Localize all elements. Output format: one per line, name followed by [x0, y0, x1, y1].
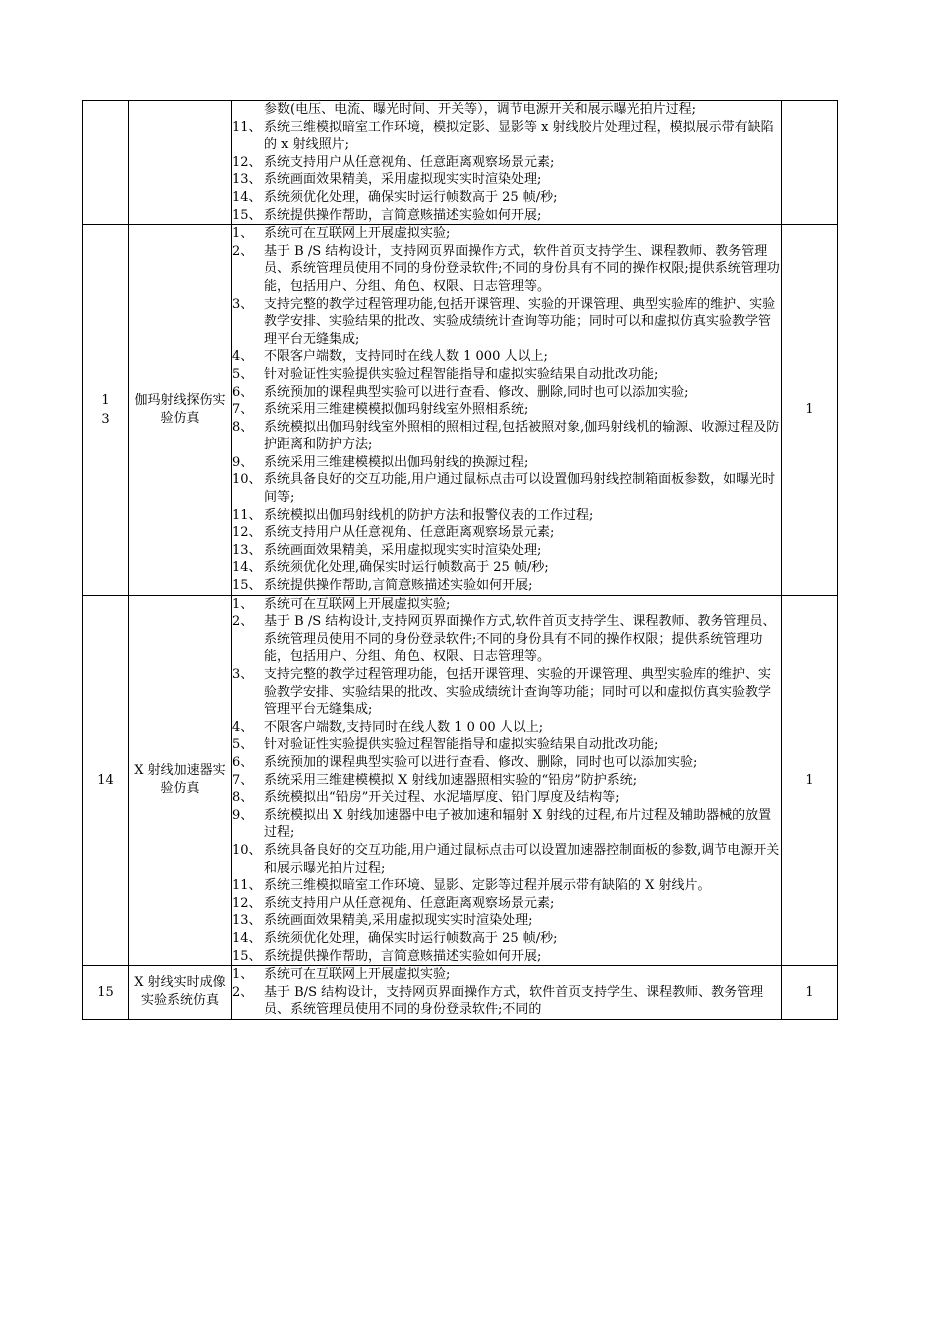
spec-item	[232, 542, 781, 560]
equipment-spec-table	[82, 100, 838, 1020]
item-name-cell	[129, 225, 232, 595]
spec-item-text: 支持完整的教学过程管理功能,包括开课管理、实验的开课管理、典型实验库的维护、实验教学安排、实验结果的批改、实验成绩统计查询等功能；同时可以和虚拟仿真实验教学管理平台无缝集成;	[264, 296, 776, 347]
spec-item-number: 11、	[232, 119, 262, 135]
specification-cell	[232, 101, 782, 225]
spec-item-text: 系统提供操作帮助，言简意赅描述实验如何开展;	[264, 948, 542, 964]
quantity-cell	[782, 595, 838, 965]
spec-item	[232, 471, 781, 506]
spec-item-text: 系统采用三维建模模拟出伽玛射线的换源过程;	[264, 454, 529, 470]
spec-item-text: 系统画面效果精美,采用虚拟现实实时渲染处理;	[264, 913, 533, 929]
item-name: 伽玛射线探伤实验仿真	[134, 392, 226, 426]
quantity-cell	[782, 225, 838, 595]
item-number: 14	[97, 772, 114, 788]
spec-item-number: 2、	[232, 243, 254, 259]
spec-item	[232, 789, 781, 807]
table-row	[83, 101, 838, 225]
spec-item-text: 系统画面效果精美，采用虚拟现实实时渲染处理;	[264, 172, 542, 188]
spec-item	[232, 401, 781, 419]
spec-item	[232, 243, 781, 296]
spec-item-text: 系统具备良好的交互功能,用户通过鼠标点击可以设置加速器控制面板的参数,调节电源开关和展示曝光拍片过程;	[264, 842, 780, 876]
spec-item	[232, 559, 781, 577]
item-number: 13	[101, 392, 110, 427]
spec-item-text: 系统提供操作帮助,言简意赅描述实验如何开展;	[264, 578, 533, 594]
spec-item	[232, 348, 781, 366]
spec-item-number: 9、	[232, 454, 254, 470]
spec-item-text: 系统三维模拟暗室工作环境、显影、定影等过程并展示带有缺陷的 X 射线片。	[264, 878, 711, 894]
spec-item	[232, 966, 781, 984]
quantity-cell	[782, 966, 838, 1020]
spec-item-text: 系统三维模拟暗室工作环境，模拟定影、显影等 x 射线胶片处理过程，模拟展示带有缺陷的 x 射线照片;	[264, 119, 774, 153]
spec-item-number: 10、	[232, 472, 262, 488]
spec-item	[232, 171, 781, 189]
spec-item-number: 4、	[232, 719, 254, 735]
spec-item-text: 针对验证性实验提供实验过程智能指导和虚拟实验结果自动批改功能;	[264, 737, 659, 753]
spec-item-number: 13、	[232, 913, 262, 929]
spec-item	[232, 754, 781, 772]
spec-item	[232, 613, 781, 666]
quantity: 1	[805, 402, 814, 418]
spec-item	[232, 296, 781, 349]
spec-item-number: 1、	[232, 226, 254, 242]
spec-item-number: 11、	[232, 878, 262, 894]
spec-item-number: 3、	[232, 296, 254, 312]
item-number-cell	[83, 595, 129, 965]
table-row	[83, 225, 838, 595]
item-name-cell	[129, 966, 232, 1020]
spec-item	[232, 577, 781, 595]
quantity: 1	[805, 984, 814, 1000]
specification-cell	[232, 595, 782, 965]
item-number-cell	[83, 966, 129, 1020]
spec-item-number: 15、	[232, 948, 262, 964]
spec-item-text: 系统提供操作帮助，言简意赅描述实验如何开展;	[264, 207, 542, 223]
spec-item-number: 14、	[232, 930, 262, 946]
spec-item-number: 1、	[232, 596, 254, 612]
specification-cell	[232, 225, 782, 595]
spec-item	[232, 524, 781, 542]
spec-item	[232, 207, 781, 225]
spec-item-number: 12、	[232, 525, 262, 541]
spec-item-number: 12、	[232, 154, 262, 170]
item-name: X 射线加速器实验仿真	[134, 763, 226, 797]
spec-item-number: 8、	[232, 790, 254, 806]
spec-item	[232, 895, 781, 913]
spec-item	[232, 930, 781, 948]
spec-item	[232, 666, 781, 719]
spec-item-number: 7、	[232, 402, 254, 418]
item-number: 15	[97, 984, 114, 1000]
spec-item-number: 2、	[232, 984, 254, 1000]
spec-item-text: 系统模拟出伽玛射线机的防护方法和报警仪表的工作过程;	[264, 507, 594, 523]
spec-item-number: 14、	[232, 560, 262, 576]
spec-item-text: 系统须优化处理，确保实时运行帧数高于 25 帧/秒;	[264, 189, 558, 205]
item-name: X 射线实时成像实验系统仿真	[134, 975, 226, 1009]
spec-item-number: 10、	[232, 842, 262, 858]
spec-item-text: 基于 B /S 结构设计,支持网页界面操作方式,软件首页支持学生、课程教师、教务管理员、系统管理员使用不同的身份登录软件;不同的身份具有不同的操作权限；提供系统管理功能，包括用户、分组、角色、权限、日志管理等。	[264, 614, 776, 665]
spec-item-text: 基于 B /S 结构设计，支持网页界面操作方式，软件首页支持学生、课程教师、教务管理员、系统管理员使用不同的身份登录软件;不同的身份具有不同的操作权限;提供系统管理功能，包括用户、分组、角色、权限、日志管理等。	[264, 243, 780, 294]
spec-item	[232, 948, 781, 966]
item-number-cell	[83, 101, 129, 225]
spec-item	[232, 225, 781, 243]
spec-item	[232, 842, 781, 877]
spec-item	[232, 384, 781, 402]
item-name-cell	[129, 101, 232, 225]
spec-item-text: 系统可在互联网上开展虚拟实验;	[264, 596, 451, 612]
spec-item	[232, 877, 781, 895]
spec-item-text: 系统支持用户从任意视角、任意距离观察场景元素;	[264, 154, 555, 170]
spec-item-number: 15、	[232, 207, 262, 223]
spec-item-text: 不限客户端数,支持同时在线人数 1 0 00 人以上;	[264, 719, 544, 735]
spec-item-text: 不限客户端数，支持同时在线人数 1 000 人以上;	[264, 349, 548, 365]
spec-item-number: 13、	[232, 172, 262, 188]
spec-item	[232, 772, 781, 790]
spec-item-text: 系统具备良好的交互功能,用户通过鼠标点击可以设置伽玛射线控制箱面板参数，如曝光时间等;	[264, 472, 776, 506]
spec-item-text: 系统模拟出 X 射线加速器中电子被加速和辐射 X 射线的过程,布片过程及辅助器械的放置过程;	[264, 807, 772, 841]
spec-item-text: 系统预加的课程典型实验可以进行查看、修改、删除，同时也可以添加实验;	[264, 754, 698, 770]
spec-item-number: 9、	[232, 807, 254, 823]
spec-item	[232, 984, 781, 1019]
spec-item-text: 针对验证性实验提供实验过程智能指导和虚拟实验结果自动批改功能;	[264, 366, 659, 382]
spec-continued-text: 参数(电压、电流、曝光时间、开关等），调节电源开关和展示曝光拍片过程;	[264, 102, 696, 117]
spec-item-text: 系统画面效果精美，采用虚拟现实实时渲染处理;	[264, 542, 542, 558]
spec-item-text: 系统支持用户从任意视角、任意距离观察场景元素;	[264, 525, 555, 541]
spec-item-number: 8、	[232, 419, 254, 435]
spec-item-text: 系统须优化处理，确保实时运行帧数高于 25 帧/秒;	[264, 930, 558, 946]
spec-item	[232, 596, 781, 614]
table-row	[83, 595, 838, 965]
spec-item-text: 系统预加的课程典型实验可以进行查看、修改、删除,同时也可以添加实验;	[264, 384, 689, 400]
spec-item-number: 5、	[232, 366, 254, 382]
spec-item	[232, 366, 781, 384]
spec-item	[232, 454, 781, 472]
spec-item-text: 系统可在互联网上开展虚拟实验;	[264, 226, 451, 242]
spec-item-text: 系统支持用户从任意视角、任意距离观察场景元素;	[264, 895, 555, 911]
spec-item-number: 5、	[232, 737, 254, 753]
spec-item	[232, 154, 781, 172]
quantity-cell	[782, 101, 838, 225]
spec-item-text: 系统模拟出“铅房”开关过程、水泥墙厚度、铅门厚度及结构等;	[264, 790, 620, 806]
spec-table-body	[83, 101, 838, 1020]
spec-item-number: 1、	[232, 967, 254, 983]
quantity: 1	[805, 772, 814, 788]
spec-item-text: 基于 B/S 结构设计，支持网页界面操作方式，软件首页支持学生、课程教师、教务管理员、系统管理员使用不同的身份登录软件;不同的	[264, 984, 764, 1018]
spec-item-text: 支持完整的教学过程管理功能，包括开课管理、实验的开课管理、典型实验库的维护、实验教学安排、实验结果的批改、实验成绩统计查询等功能；同时可以和虚拟仿真实验教学管理平台无缝集成;	[264, 667, 772, 718]
spec-item	[232, 507, 781, 525]
spec-item-text: 系统采用三维建模模拟 X 射线加速器照相实验的“铅房”防护系统;	[264, 772, 638, 788]
spec-item-number: 15、	[232, 578, 262, 594]
spec-item-number: 11、	[232, 507, 262, 523]
spec-item-number: 14、	[232, 189, 262, 205]
table-row	[83, 966, 838, 1020]
spec-item-number: 2、	[232, 614, 254, 630]
item-number-cell	[83, 225, 129, 595]
spec-item-text: 系统可在互联网上开展虚拟实验;	[264, 967, 451, 983]
specification-cell	[232, 966, 782, 1020]
spec-item-number: 7、	[232, 772, 254, 788]
spec-item-number: 4、	[232, 349, 254, 365]
spec-item-number: 6、	[232, 384, 254, 400]
item-name-cell	[129, 595, 232, 965]
spec-item-number: 3、	[232, 667, 254, 682]
spec-item	[232, 119, 781, 154]
spec-item	[232, 419, 781, 454]
spec-item-number: 12、	[232, 895, 262, 911]
spec-item	[232, 912, 781, 930]
spec-item-number: 6、	[232, 754, 254, 770]
spec-item	[232, 719, 781, 737]
spec-item-text: 系统模拟出伽玛射线室外照相的照相过程,包括被照对象,伽玛射线机的输源、收源过程及防护距离和防护方法;	[264, 419, 780, 453]
spec-item-text: 系统须优化处理,确保实时运行帧数高于 25 帧/秒;	[264, 560, 549, 576]
spec-item-number: 13、	[232, 542, 262, 558]
spec-item-text: 系统采用三维建模模拟伽玛射线室外照相系统;	[264, 402, 529, 418]
spec-item	[232, 736, 781, 754]
spec-item	[232, 189, 781, 207]
spec-item	[232, 807, 781, 842]
